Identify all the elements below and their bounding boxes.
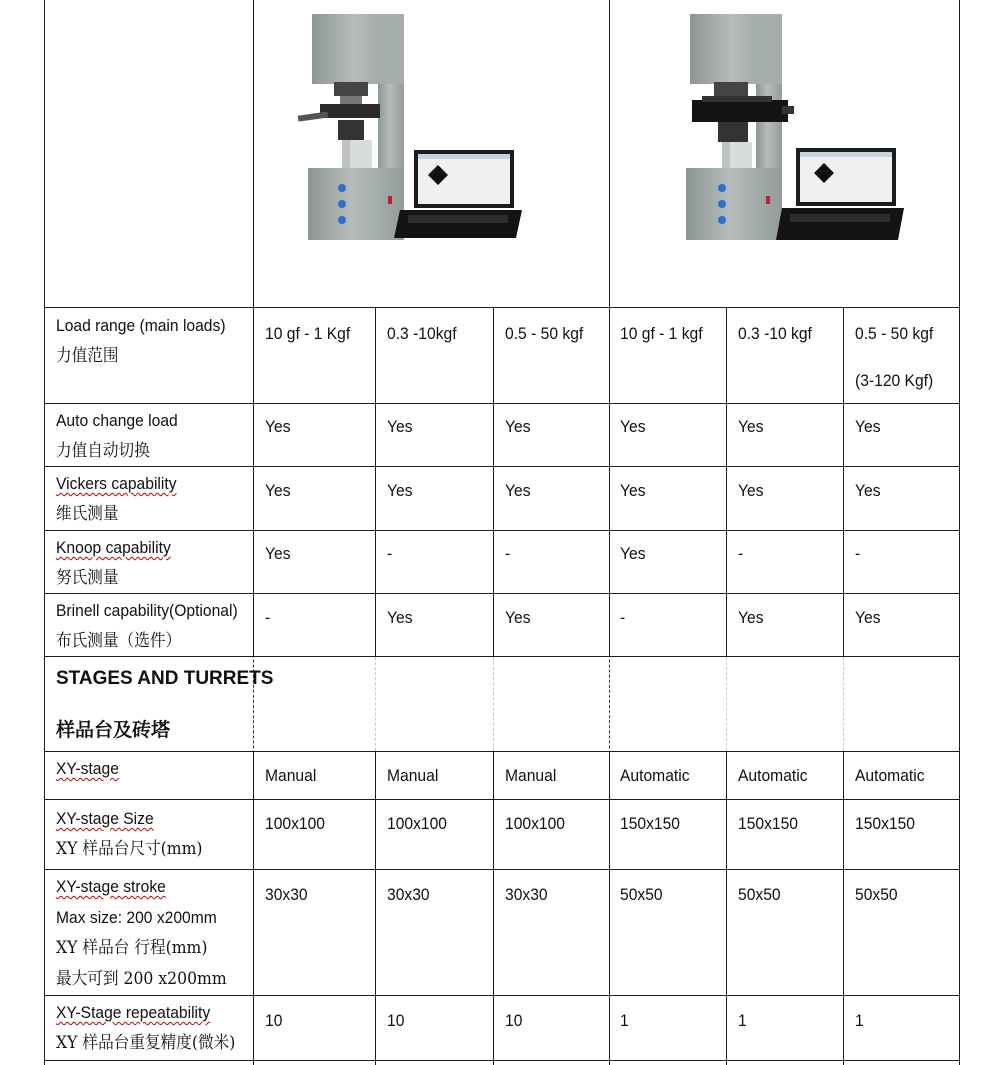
cell-vickers-4: Yes — [620, 481, 646, 500]
cell-xy-size-5: 150x150 — [738, 814, 799, 833]
row-label-xy-size: XY-stage Size XY 样品台尺寸(mm) — [56, 809, 203, 859]
cell-knoop-4: Yes — [620, 544, 646, 563]
cell-load-range-3: 0.5 - 50 kgf — [505, 324, 584, 343]
table-divider — [609, 0, 610, 1065]
cell-brinell-1: - — [265, 608, 271, 627]
cell-xy-repeat-5: 1 — [738, 1011, 747, 1030]
row-label-xy-stroke: XY-stage stroke Max size: 200 x200mm XY 样品台 行程(mm) 最大可到 200 x200mm — [56, 877, 227, 989]
row-divider — [44, 307, 960, 308]
cell-xy-repeat-1: 10 — [265, 1011, 283, 1030]
cell-xy-stage-1: Manual — [265, 766, 317, 785]
row-divider — [44, 869, 960, 870]
cell-load-range-1: 10 gf - 1 Kgf — [265, 324, 351, 343]
table-divider — [493, 308, 494, 657]
cell-xy-stroke-6: 50x50 — [855, 885, 898, 904]
cell-knoop-6: - — [855, 544, 861, 563]
cell-knoop-2: - — [387, 544, 393, 563]
cell-knoop-3: - — [505, 544, 511, 563]
cell-xy-stroke-3: 30x30 — [505, 885, 548, 904]
cell-xy-size-4: 150x150 — [620, 814, 681, 833]
cell-xy-size-2: 100x100 — [387, 814, 448, 833]
cell-auto-change-3: Yes — [505, 417, 531, 436]
cell-vickers-5: Yes — [738, 481, 764, 500]
cell-auto-change-5: Yes — [738, 417, 764, 436]
cell-auto-change-4: Yes — [620, 417, 646, 436]
row-label-xy-stage: XY-stage — [56, 759, 119, 778]
cell-xy-repeat-2: 10 — [387, 1011, 405, 1030]
dashed-divider — [726, 657, 727, 751]
cell-xy-stroke-5: 50x50 — [738, 885, 781, 904]
table-divider — [375, 308, 376, 657]
cell-xy-size-1: 100x100 — [265, 814, 326, 833]
dashed-divider — [609, 657, 610, 751]
hardness-tester-icon — [678, 10, 918, 250]
cell-load-range-5: 0.3 -10 kgf — [738, 324, 812, 343]
cell-vickers-3: Yes — [505, 481, 531, 500]
cell-auto-change-6: Yes — [855, 417, 881, 436]
cell-xy-stage-5: Automatic — [738, 766, 808, 785]
cell-brinell-4: - — [620, 608, 626, 627]
dashed-divider — [375, 657, 376, 751]
row-label-knoop: Knoop capability 努氏测量 — [56, 538, 171, 588]
cell-load-range-6-extra: (3-120 Kgf) — [855, 371, 934, 390]
section-title-zh: 样品台及砖塔 — [56, 719, 171, 741]
row-divider — [44, 403, 960, 404]
cell-xy-stage-3: Manual — [505, 766, 557, 785]
dashed-divider — [843, 657, 844, 751]
dashed-divider — [493, 657, 494, 751]
table-divider — [253, 0, 254, 1065]
cell-xy-stroke-2: 30x30 — [387, 885, 430, 904]
cell-auto-change-2: Yes — [387, 417, 413, 436]
cell-load-range-2: 0.3 -10kgf — [387, 324, 457, 343]
cell-knoop-5: - — [738, 544, 744, 563]
section-title: STAGES AND TURRETS — [56, 668, 274, 689]
cell-brinell-5: Yes — [738, 608, 764, 627]
cell-vickers-6: Yes — [855, 481, 881, 500]
row-divider — [44, 751, 960, 752]
cell-vickers-1: Yes — [265, 481, 291, 500]
row-label-brinell: Brinell capability(Optional) 布氏测量（选件） — [56, 601, 238, 651]
cell-xy-stage-6: Automatic — [855, 766, 925, 785]
cell-xy-size-6: 150x150 — [855, 814, 916, 833]
cell-xy-repeat-6: 1 — [855, 1011, 864, 1030]
cell-knoop-1: Yes — [265, 544, 291, 563]
table-border-left — [44, 0, 45, 1065]
table-border-right — [959, 0, 960, 1065]
cell-auto-change-1: Yes — [265, 417, 291, 436]
row-label-xy-repeat: XY-Stage repeatability XY 样品台重复精度(微米) — [56, 1003, 236, 1053]
table-divider — [726, 308, 727, 657]
row-divider — [44, 593, 960, 594]
cell-xy-repeat-3: 10 — [505, 1011, 523, 1030]
cell-load-range-4: 10 gf - 1 kgf — [620, 324, 703, 343]
table-divider — [843, 308, 844, 657]
row-divider — [44, 799, 960, 800]
row-divider — [44, 1060, 960, 1061]
cell-vickers-2: Yes — [387, 481, 413, 500]
hardness-tester-icon — [290, 10, 530, 250]
cell-xy-stage-2: Manual — [387, 766, 439, 785]
cell-xy-size-3: 100x100 — [505, 814, 566, 833]
row-divider — [44, 995, 960, 996]
cell-brinell-2: Yes — [387, 608, 413, 627]
product-image-manual — [290, 10, 530, 250]
cell-xy-repeat-4: 1 — [620, 1011, 629, 1030]
cell-load-range-6: 0.5 - 50 kgf — [855, 324, 934, 343]
product-image-automatic — [678, 10, 918, 250]
row-divider — [44, 466, 960, 467]
row-divider — [44, 530, 960, 531]
cell-xy-stage-4: Automatic — [620, 766, 690, 785]
row-label-auto-change: Auto change load 力值自动切换 — [56, 411, 178, 461]
cell-xy-stroke-1: 30x30 — [265, 885, 308, 904]
cell-brinell-3: Yes — [505, 608, 531, 627]
row-label-load-range: Load range (main loads) 力值范围 — [56, 316, 226, 366]
cell-brinell-6: Yes — [855, 608, 881, 627]
cell-xy-stroke-4: 50x50 — [620, 885, 663, 904]
row-label-vickers: Vickers capability 维氏测量 — [56, 474, 177, 524]
